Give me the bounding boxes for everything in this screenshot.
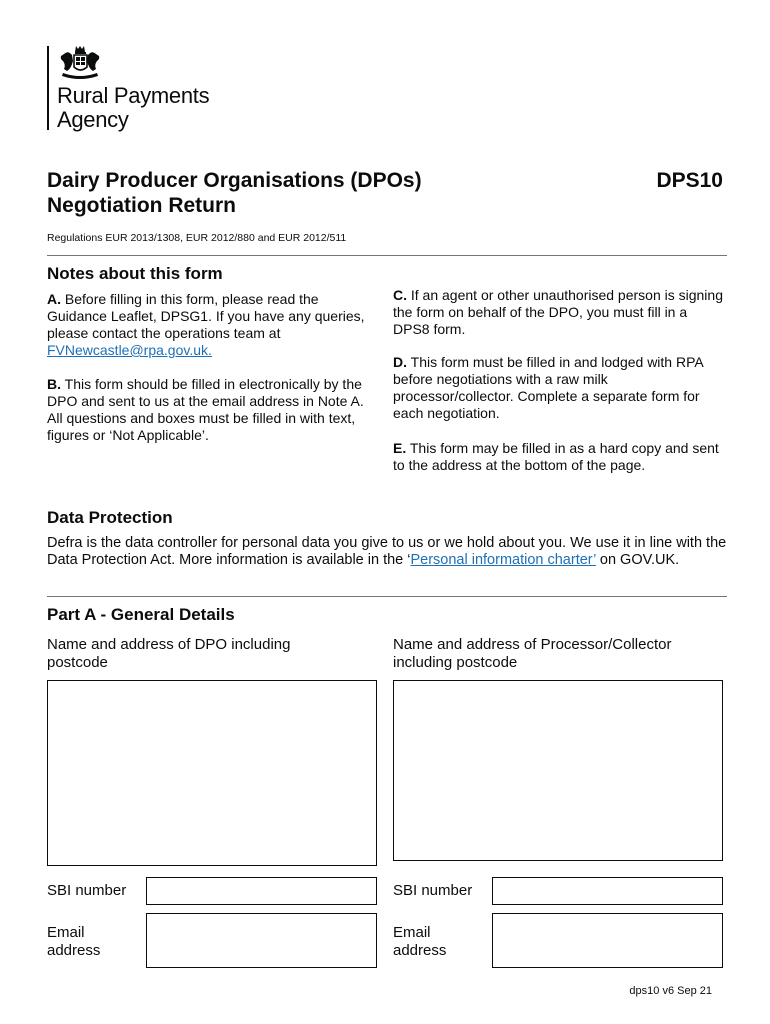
- processor-address-field[interactable]: [393, 680, 723, 861]
- page-title: Dairy Producer Organisations (DPOs) Negotiation Return: [47, 169, 422, 217]
- processor-email-field[interactable]: [492, 913, 723, 968]
- processor-sbi-field[interactable]: [492, 877, 723, 905]
- note-b: [47, 376, 379, 444]
- dpo-address-label: Name and address of DPO including postcode: [47, 636, 291, 671]
- note-b-letter: B.: [47, 376, 61, 392]
- note-e-text: This form may be filled in as a hard copy and sent to the address at the bottom of the page.: [393, 440, 719, 473]
- form-code: DPS10: [656, 169, 723, 192]
- part-a-heading: Part A - General Details: [47, 605, 235, 624]
- note-d-text: This form must be filled in and lodged with RPA before negotiations with a raw milk processor/collector. Complete a separate form for each negotiation.: [393, 354, 703, 421]
- note-e-letter: E.: [393, 440, 407, 456]
- note-c-text: If an agent or other unauthorised person is signing the form on behalf of the DPO, you must fill in a DPS8 form.: [393, 287, 723, 337]
- note-a-letter: A.: [47, 291, 61, 307]
- divider: [47, 596, 727, 597]
- note-d-letter: D.: [393, 354, 407, 370]
- form-version: dps10 v6 Sep 21: [629, 985, 712, 997]
- dpo-email-field[interactable]: [146, 913, 377, 968]
- data-protection-body: Defra is the data controller for personal data you give to us or we hold about you. We use it in line with the Data Protection Act. More information is available in the ‘: [47, 535, 727, 568]
- personal-information-charter-link[interactable]: Personal information charter’: [410, 552, 596, 568]
- data-protection-end: on GOV.UK.: [595, 552, 680, 568]
- note-c: [393, 287, 723, 338]
- note-b-text-2: All questions and boxes must be filled in with text, figures or ‘Not Applicable’.: [47, 410, 356, 443]
- note-a: [47, 291, 379, 359]
- processor-email-label: Email address: [393, 924, 447, 959]
- processor-address-label: Name and address of Processor/Collector including postcode: [393, 636, 672, 671]
- data-protection-text: [47, 535, 727, 569]
- dpo-sbi-field[interactable]: [146, 877, 377, 905]
- note-b-text: This form should be filled in electronically by the DPO and sent to us at the email address in Note A.: [47, 376, 364, 409]
- note-d: [393, 354, 723, 422]
- dpo-address-field[interactable]: [47, 680, 377, 866]
- dpo-sbi-label: SBI number: [47, 882, 127, 899]
- note-a-text: Before filling in this form, please read the Guidance Leaflet, DPSG1. If you have any queries, please contact the operations team at: [47, 291, 365, 341]
- logo-divider: [47, 46, 49, 130]
- data-protection-heading: Data Protection: [47, 508, 173, 527]
- org-name: Rural Payments Agency: [57, 83, 210, 132]
- note-e: [393, 440, 723, 474]
- contact-email-link[interactable]: FVNewcastle@rpa.gov.uk.: [47, 342, 212, 358]
- notes-heading: Notes about this form: [47, 264, 223, 283]
- divider: [47, 255, 727, 256]
- note-c-letter: C.: [393, 287, 407, 303]
- regulations-text: Regulations EUR 2013/1308, EUR 2012/880 and EUR 2012/511: [47, 232, 347, 244]
- royal-crest-icon: [56, 44, 104, 82]
- processor-sbi-label: SBI number: [393, 882, 473, 899]
- dpo-email-label: Email address: [47, 924, 101, 959]
